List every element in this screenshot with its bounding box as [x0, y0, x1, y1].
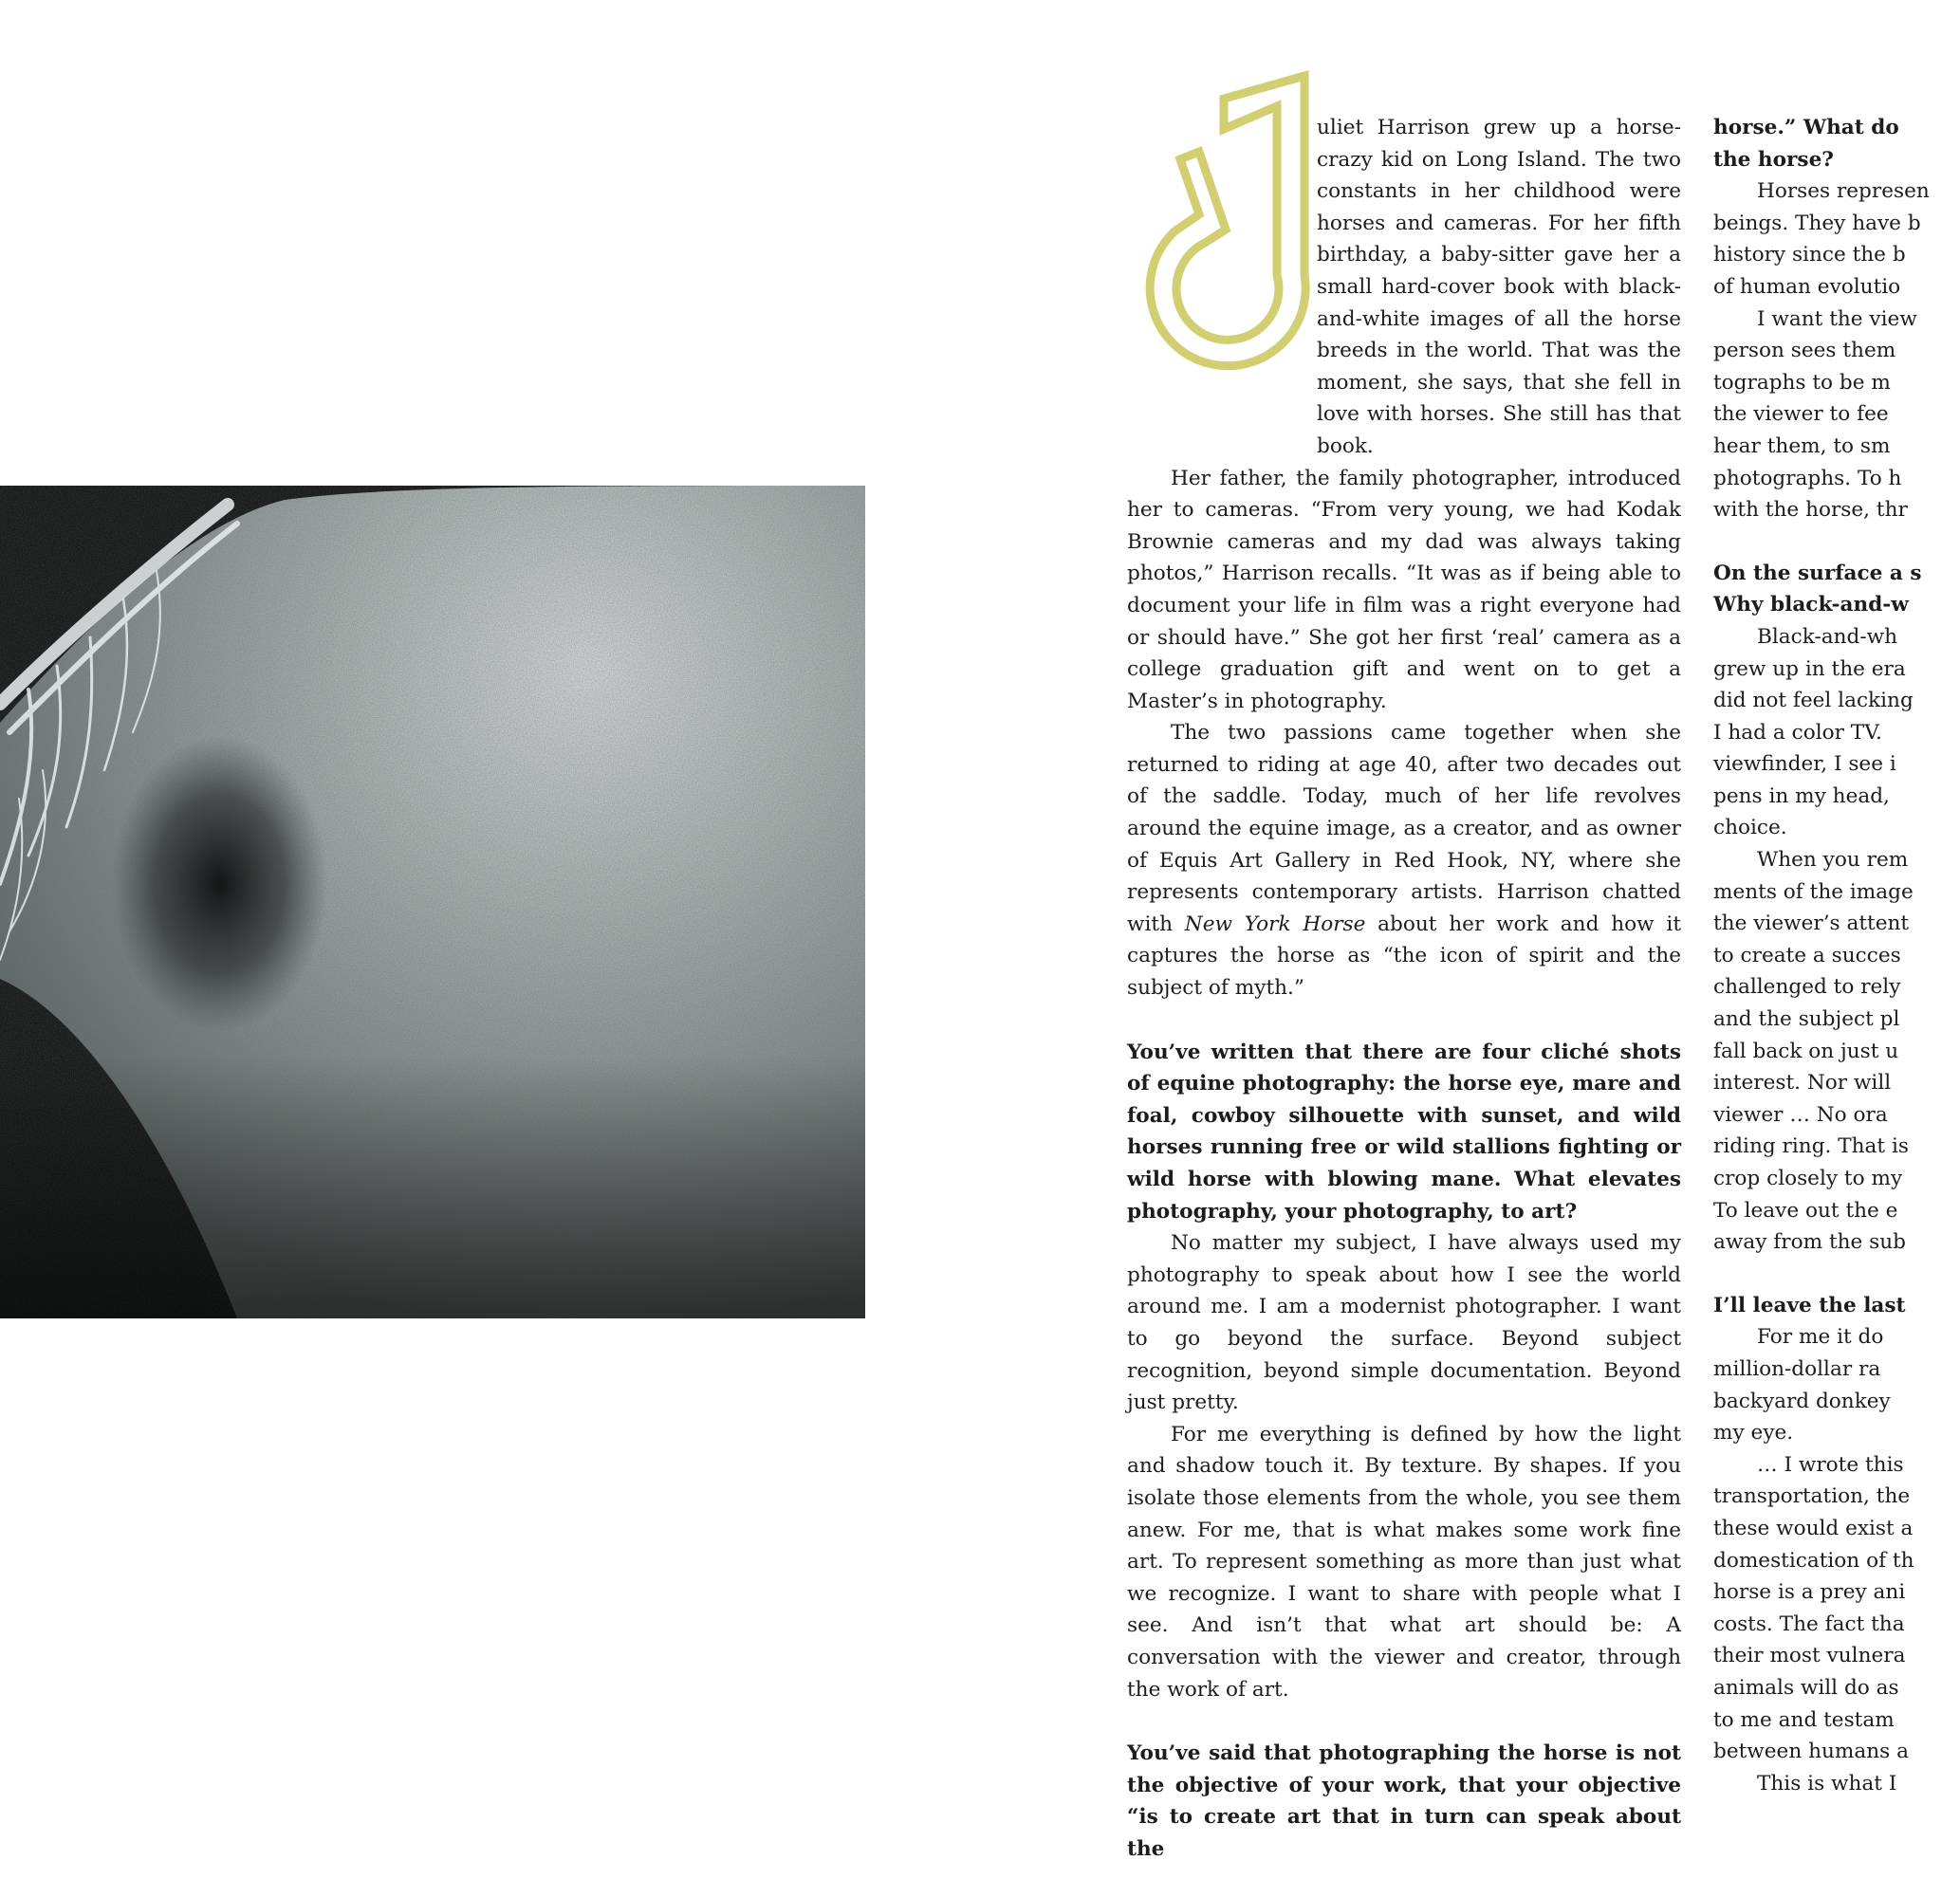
question-line: the horse? [1713, 147, 1834, 172]
answer-line: Horses represen [1757, 179, 1930, 204]
answer-line: ments of the image [1713, 879, 1914, 904]
horse-photograph [0, 486, 865, 1318]
answer-line: history since the b [1713, 243, 1906, 267]
answer-line: For me it do [1757, 1325, 1884, 1350]
answer-line: hear them, to sm [1713, 433, 1891, 458]
question-line: On the surface a s [1713, 561, 1922, 585]
article-paragraph: The two passions came together when she returned to riding at age 40, after two decades out of the saddle. Today, much of her life revolves around the equine image, as a creator, and as owner of Equis Art Gallery in Red Hook, NY, where she represents contemporary artists. Harrison chatted with New York Horse about her work and how it captures the horse as “the icon of spirit and the subject of myth.” [1127, 721, 1681, 1001]
answer-line: with the horse, thr [1713, 498, 1908, 523]
article-column-1 [1127, 112, 1681, 1865]
answer-line: of human evolutio [1713, 274, 1901, 299]
answer-line: riding ring. That is [1713, 1134, 1909, 1159]
answer-line: domestication of th [1713, 1548, 1914, 1573]
answer-line: photographs. To h [1713, 466, 1902, 490]
question-line: Why black-and-w [1713, 593, 1909, 617]
answer-line: my eye. [1713, 1421, 1794, 1446]
answer-line: person sees them [1713, 339, 1896, 363]
answer-line: the viewer’s attent [1713, 912, 1910, 936]
answer-line: viewfinder, I see i [1713, 752, 1896, 777]
answer-line: When you rem [1757, 848, 1909, 873]
article-paragraph: Her father, the family photographer, introduced her to cameras. “From very young, we had Kodak Brownie cameras and my dad was always taking photos,” Harrison recalls. “It was as if being able to document your life in film was a right everyone had or should have.” She got her first ‘real’ camera as a college graduation gift and went on to get a Master’s in photography. [1127, 466, 1681, 713]
answer-line: beings. They have b [1713, 211, 1921, 235]
article-column-2 [1713, 112, 1960, 1799]
answer-line: interest. Nor will [1713, 1071, 1892, 1096]
answer-line: challenged to rely [1713, 975, 1901, 1000]
answer-line: crop closely to my [1713, 1167, 1903, 1190]
answer-line: I had a color TV. [1713, 720, 1882, 745]
answer-line: viewer … No ora [1713, 1102, 1888, 1127]
article-intro-paragraph: uliet Harrison grew up a horse-crazy kid on Long Island. The two constants in her childhood were horses and cameras. For her fifth birthday, a baby-sitter gave her a small hard-cover book with black-and-white images of all the horse breeds in the world. That was the moment, she says, that she fell in love with horses. She still has that book. [1317, 116, 1681, 458]
answer-line: away from the sub [1713, 1230, 1906, 1255]
answer-line: million-dollar ra [1713, 1356, 1881, 1381]
answer-line: did not feel lacking [1713, 689, 1914, 713]
answer-line: grew up in the era [1713, 656, 1906, 681]
answer-line: to create a succes [1713, 943, 1901, 967]
answer-line: I want the view [1757, 306, 1917, 331]
interview-question: You’ve said that photographing the horse is not the objective of your work, that your objective “is to create art that in turn can speak about the [1127, 1741, 1681, 1861]
answer-line: their most vulnera [1713, 1644, 1906, 1668]
answer-line: to me and testam [1713, 1707, 1895, 1732]
answer-line: Black-and-wh [1757, 624, 1898, 649]
answer-line: … I wrote this [1757, 1452, 1904, 1477]
answer-line: fall back on just u [1713, 1039, 1899, 1063]
answer-line: choice. [1713, 816, 1787, 840]
answer-line: and the subject pl [1713, 1007, 1900, 1032]
question-line: I’ll leave the last [1713, 1293, 1906, 1317]
answer-line: This is what I [1757, 1771, 1897, 1796]
answer-line: pens in my head, [1713, 783, 1890, 808]
answer-line: transportation, the [1713, 1484, 1911, 1509]
answer-line: horse is a prey ani [1713, 1580, 1906, 1605]
answer-line: backyard donkey [1713, 1389, 1891, 1413]
answer-line: To leave out the e [1713, 1198, 1898, 1223]
answer-line: between humans a [1713, 1740, 1909, 1764]
answer-line: costs. The fact tha [1713, 1612, 1905, 1636]
interview-answer: No matter my subject, I have always used my photography to speak about how I see the world around me. I am a modernist photographer. I want to go beyond the surface. Beyond subject recognition, beyond simple documentation. Beyond just pretty. [1127, 1231, 1681, 1415]
answer-line: the viewer to fee [1713, 402, 1889, 427]
horse-coat-image [0, 486, 865, 1318]
question-line: horse.” What do [1713, 116, 1899, 139]
interview-answer: For me everything is defined by how the light and shadow touch it. By texture. By shapes. If you isolate those elements from the whole, you see them anew. For me, that is what makes some work fine art. To represent something as more than just what we recognize. I want to share with people what I see. And isn’t that what art should be: A conversation with the viewer and creator, through the work of art. [1127, 1422, 1681, 1702]
answer-line: animals will do as [1713, 1675, 1899, 1700]
interview-question: You’ve written that there are four cliché shots of equine photography: the horse eye, mare and foal, cowboy silhouette with sunset, and wild horses running free or wild stallions fighting or wild horse with blowing mane. What elevates photography, your photography, to art? [1127, 1040, 1681, 1224]
publication-name: New York Horse [1184, 912, 1366, 936]
answer-line: tographs to be m [1713, 370, 1891, 395]
answer-line: these would exist a [1713, 1516, 1914, 1540]
